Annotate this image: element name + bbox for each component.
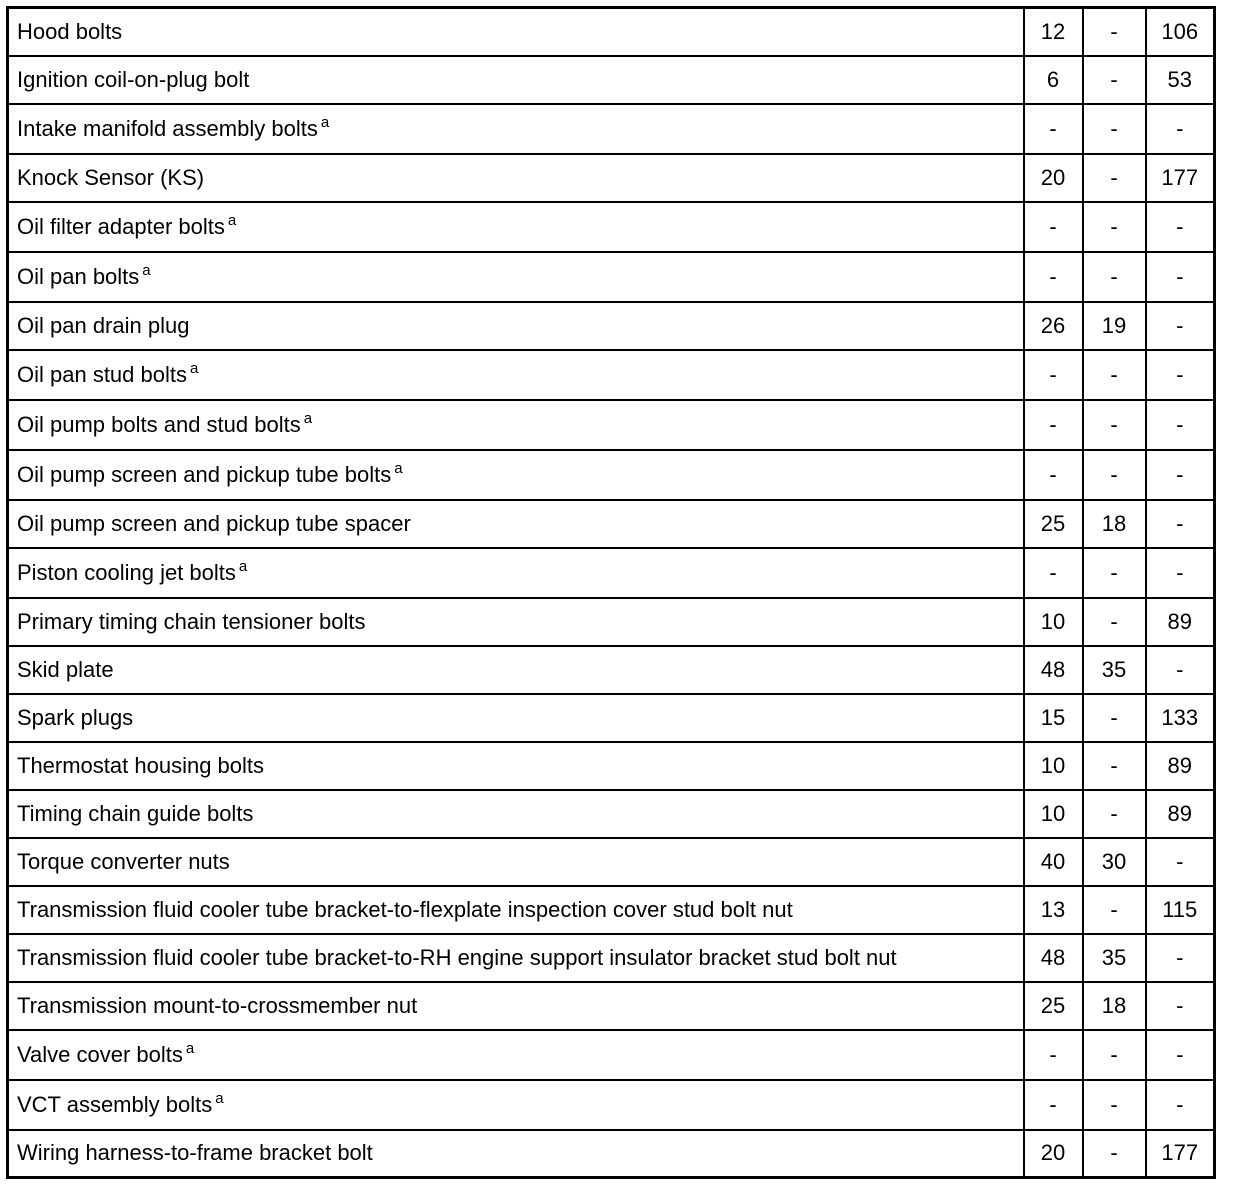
table-row: [8, 742, 1215, 790]
torque-lbin-cell: -: [1146, 400, 1215, 450]
torque-lbin-cell: 89: [1146, 790, 1215, 838]
torque-nm-cell: 10: [1024, 598, 1083, 646]
footnote-marker: a: [238, 557, 248, 575]
fastener-name-cell: [8, 202, 1024, 252]
table-row: [8, 500, 1215, 548]
torque-lbft-cell: -: [1083, 350, 1146, 400]
torque-lbft-cell: -: [1083, 1130, 1146, 1178]
fastener-name: Torque converter nuts: [17, 848, 230, 874]
torque-nm-cell: -: [1024, 548, 1083, 598]
table-row: [8, 1130, 1215, 1178]
fastener-name: Oil pump screen and pickup tube bolts: [17, 461, 392, 487]
torque-lbft-cell: -: [1083, 548, 1146, 598]
torque-nm-cell: 10: [1024, 742, 1083, 790]
fastener-name-cell: [8, 548, 1024, 598]
torque-lbin-cell: -: [1146, 1030, 1215, 1080]
fastener-name-cell: [8, 1130, 1024, 1178]
torque-lbin-cell: -: [1146, 548, 1215, 598]
table-row: [8, 790, 1215, 838]
fastener-name: Primary timing chain tensioner bolts: [17, 608, 366, 634]
footnote-marker: a: [303, 409, 313, 427]
fastener-name-cell: [8, 104, 1024, 154]
footnote-marker: a: [320, 113, 330, 131]
table-row: [8, 302, 1215, 350]
table-row: [8, 982, 1215, 1030]
table-row: [8, 104, 1215, 154]
torque-nm-cell: -: [1024, 450, 1083, 500]
fastener-name: Valve cover bolts: [17, 1041, 183, 1067]
torque-lbin-cell: -: [1146, 646, 1215, 694]
footnote-marker: a: [142, 261, 151, 279]
torque-lbft-cell: -: [1083, 790, 1146, 838]
torque-nm-cell: 26: [1024, 302, 1083, 350]
fastener-name: Transmission fluid cooler tube bracket-to-flexplate inspection cover stud bolt nut: [17, 896, 793, 922]
torque-lbft-cell: 30: [1083, 838, 1146, 886]
torque-lbin-cell: -: [1146, 500, 1215, 548]
torque-lbin-cell: 89: [1146, 598, 1215, 646]
table-row: [8, 154, 1215, 202]
torque-lbin-cell: -: [1146, 1080, 1215, 1130]
table-row: [8, 400, 1215, 450]
torque-lbin-cell: 106: [1146, 8, 1215, 56]
torque-lbin-cell: -: [1146, 450, 1215, 500]
footnote-marker: a: [189, 359, 199, 377]
fastener-name-cell: [8, 886, 1024, 934]
torque-lbin-cell: 177: [1146, 154, 1215, 202]
torque-nm-cell: -: [1024, 202, 1083, 252]
fastener-name-cell: [8, 598, 1024, 646]
torque-lbft-cell: -: [1083, 694, 1146, 742]
fastener-name-cell: [8, 350, 1024, 400]
torque-lbft-cell: -: [1083, 104, 1146, 154]
torque-lbin-cell: 53: [1146, 56, 1215, 104]
torque-nm-cell: 12: [1024, 8, 1083, 56]
table-row: [8, 56, 1215, 104]
footnote-marker: a: [227, 211, 237, 229]
torque-nm-cell: 20: [1024, 1130, 1083, 1178]
torque-spec-table-wrapper: [6, 6, 1216, 1179]
torque-lbin-cell: 133: [1146, 694, 1215, 742]
fastener-name-cell: [8, 400, 1024, 450]
torque-lbin-cell: -: [1146, 104, 1215, 154]
torque-lbft-cell: -: [1083, 886, 1146, 934]
fastener-name: Skid plate: [17, 656, 114, 682]
torque-lbft-cell: -: [1083, 598, 1146, 646]
torque-lbft-cell: -: [1083, 56, 1146, 104]
fastener-name: Oil pan bolts: [17, 263, 140, 289]
torque-lbin-cell: -: [1146, 934, 1215, 982]
torque-lbin-cell: 177: [1146, 1130, 1215, 1178]
fastener-name-cell: [8, 694, 1024, 742]
fastener-name-cell: [8, 934, 1024, 982]
fastener-name: Thermostat housing bolts: [17, 752, 265, 778]
fastener-name: Transmission fluid cooler tube bracket-to-RH engine support insulator bracket stud bolt nut: [17, 944, 897, 970]
table-row: [8, 1030, 1215, 1080]
torque-nm-cell: 25: [1024, 982, 1083, 1030]
torque-nm-cell: 48: [1024, 934, 1083, 982]
fastener-name-cell: [8, 56, 1024, 104]
fastener-name: Piston cooling jet bolts: [17, 559, 236, 585]
fastener-name-cell: [8, 500, 1024, 548]
footnote-marker: a: [394, 459, 403, 477]
fastener-name: Oil pan drain plug: [17, 312, 190, 338]
torque-lbft-cell: 35: [1083, 934, 1146, 982]
fastener-name-cell: [8, 646, 1024, 694]
table-row: [8, 838, 1215, 886]
torque-lbft-cell: -: [1083, 202, 1146, 252]
table-row: [8, 252, 1215, 302]
table-body: [8, 8, 1215, 1178]
torque-lbft-cell: 35: [1083, 646, 1146, 694]
torque-lbin-cell: -: [1146, 302, 1215, 350]
table-row: [8, 1080, 1215, 1130]
torque-nm-cell: -: [1024, 1030, 1083, 1080]
torque-lbft-cell: -: [1083, 1080, 1146, 1130]
torque-lbin-cell: -: [1146, 982, 1215, 1030]
torque-lbin-cell: 115: [1146, 886, 1215, 934]
torque-lbft-cell: 18: [1083, 500, 1146, 548]
fastener-name-cell: [8, 154, 1024, 202]
torque-lbft-cell: -: [1083, 400, 1146, 450]
footnote-marker: a: [215, 1089, 224, 1107]
fastener-name-cell: [8, 838, 1024, 886]
table-row: [8, 598, 1215, 646]
fastener-name-cell: [8, 790, 1024, 838]
torque-nm-cell: 40: [1024, 838, 1083, 886]
fastener-name: Wiring harness-to-frame bracket bolt: [17, 1140, 373, 1166]
table-row: [8, 934, 1215, 982]
torque-nm-cell: 48: [1024, 646, 1083, 694]
table-row: [8, 450, 1215, 500]
fastener-name-cell: [8, 1030, 1024, 1080]
torque-lbin-cell: -: [1146, 252, 1215, 302]
fastener-name: Oil filter adapter bolts: [17, 213, 225, 239]
torque-lbft-cell: 18: [1083, 982, 1146, 1030]
footnote-marker: a: [185, 1039, 195, 1057]
fastener-name-cell: [8, 252, 1024, 302]
fastener-name: Hood bolts: [17, 18, 123, 44]
torque-nm-cell: -: [1024, 350, 1083, 400]
fastener-name-cell: [8, 1080, 1024, 1130]
fastener-name-cell: [8, 982, 1024, 1030]
fastener-name-cell: [8, 302, 1024, 350]
table-row: [8, 646, 1215, 694]
table-row: [8, 548, 1215, 598]
table-row: [8, 694, 1215, 742]
table-row: [8, 886, 1215, 934]
torque-lbft-cell: 19: [1083, 302, 1146, 350]
torque-lbft-cell: -: [1083, 154, 1146, 202]
torque-nm-cell: 25: [1024, 500, 1083, 548]
table-row: [8, 8, 1215, 56]
torque-nm-cell: 13: [1024, 886, 1083, 934]
table-row: [8, 350, 1215, 400]
fastener-name-cell: [8, 8, 1024, 56]
torque-lbft-cell: -: [1083, 252, 1146, 302]
torque-lbft-cell: -: [1083, 742, 1146, 790]
fastener-name: Knock Sensor (KS): [17, 164, 205, 190]
fastener-name: Timing chain guide bolts: [17, 800, 254, 826]
torque-lbft-cell: -: [1083, 1030, 1146, 1080]
torque-nm-cell: 20: [1024, 154, 1083, 202]
torque-lbin-cell: -: [1146, 838, 1215, 886]
torque-lbin-cell: -: [1146, 350, 1215, 400]
table-row: [8, 202, 1215, 252]
fastener-name: Oil pump bolts and stud bolts: [17, 411, 301, 437]
fastener-name-cell: [8, 450, 1024, 500]
fastener-name: Spark plugs: [17, 704, 134, 730]
torque-nm-cell: -: [1024, 104, 1083, 154]
torque-nm-cell: 10: [1024, 790, 1083, 838]
torque-lbin-cell: -: [1146, 202, 1215, 252]
fastener-name: Oil pump screen and pickup tube spacer: [17, 510, 411, 536]
torque-lbft-cell: -: [1083, 8, 1146, 56]
fastener-name: Transmission mount-to-crossmember nut: [17, 992, 418, 1018]
torque-spec-table: [6, 6, 1216, 1179]
fastener-name: VCT assembly bolts: [17, 1091, 213, 1117]
torque-nm-cell: -: [1024, 400, 1083, 450]
torque-nm-cell: 15: [1024, 694, 1083, 742]
torque-nm-cell: 6: [1024, 56, 1083, 104]
fastener-name-cell: [8, 742, 1024, 790]
fastener-name: Intake manifold assembly bolts: [17, 115, 318, 141]
fastener-name: Oil pan stud bolts: [17, 361, 187, 387]
torque-nm-cell: -: [1024, 1080, 1083, 1130]
torque-nm-cell: -: [1024, 252, 1083, 302]
torque-lbin-cell: 89: [1146, 742, 1215, 790]
fastener-name: Ignition coil-on-plug bolt: [17, 66, 250, 92]
torque-lbft-cell: -: [1083, 450, 1146, 500]
